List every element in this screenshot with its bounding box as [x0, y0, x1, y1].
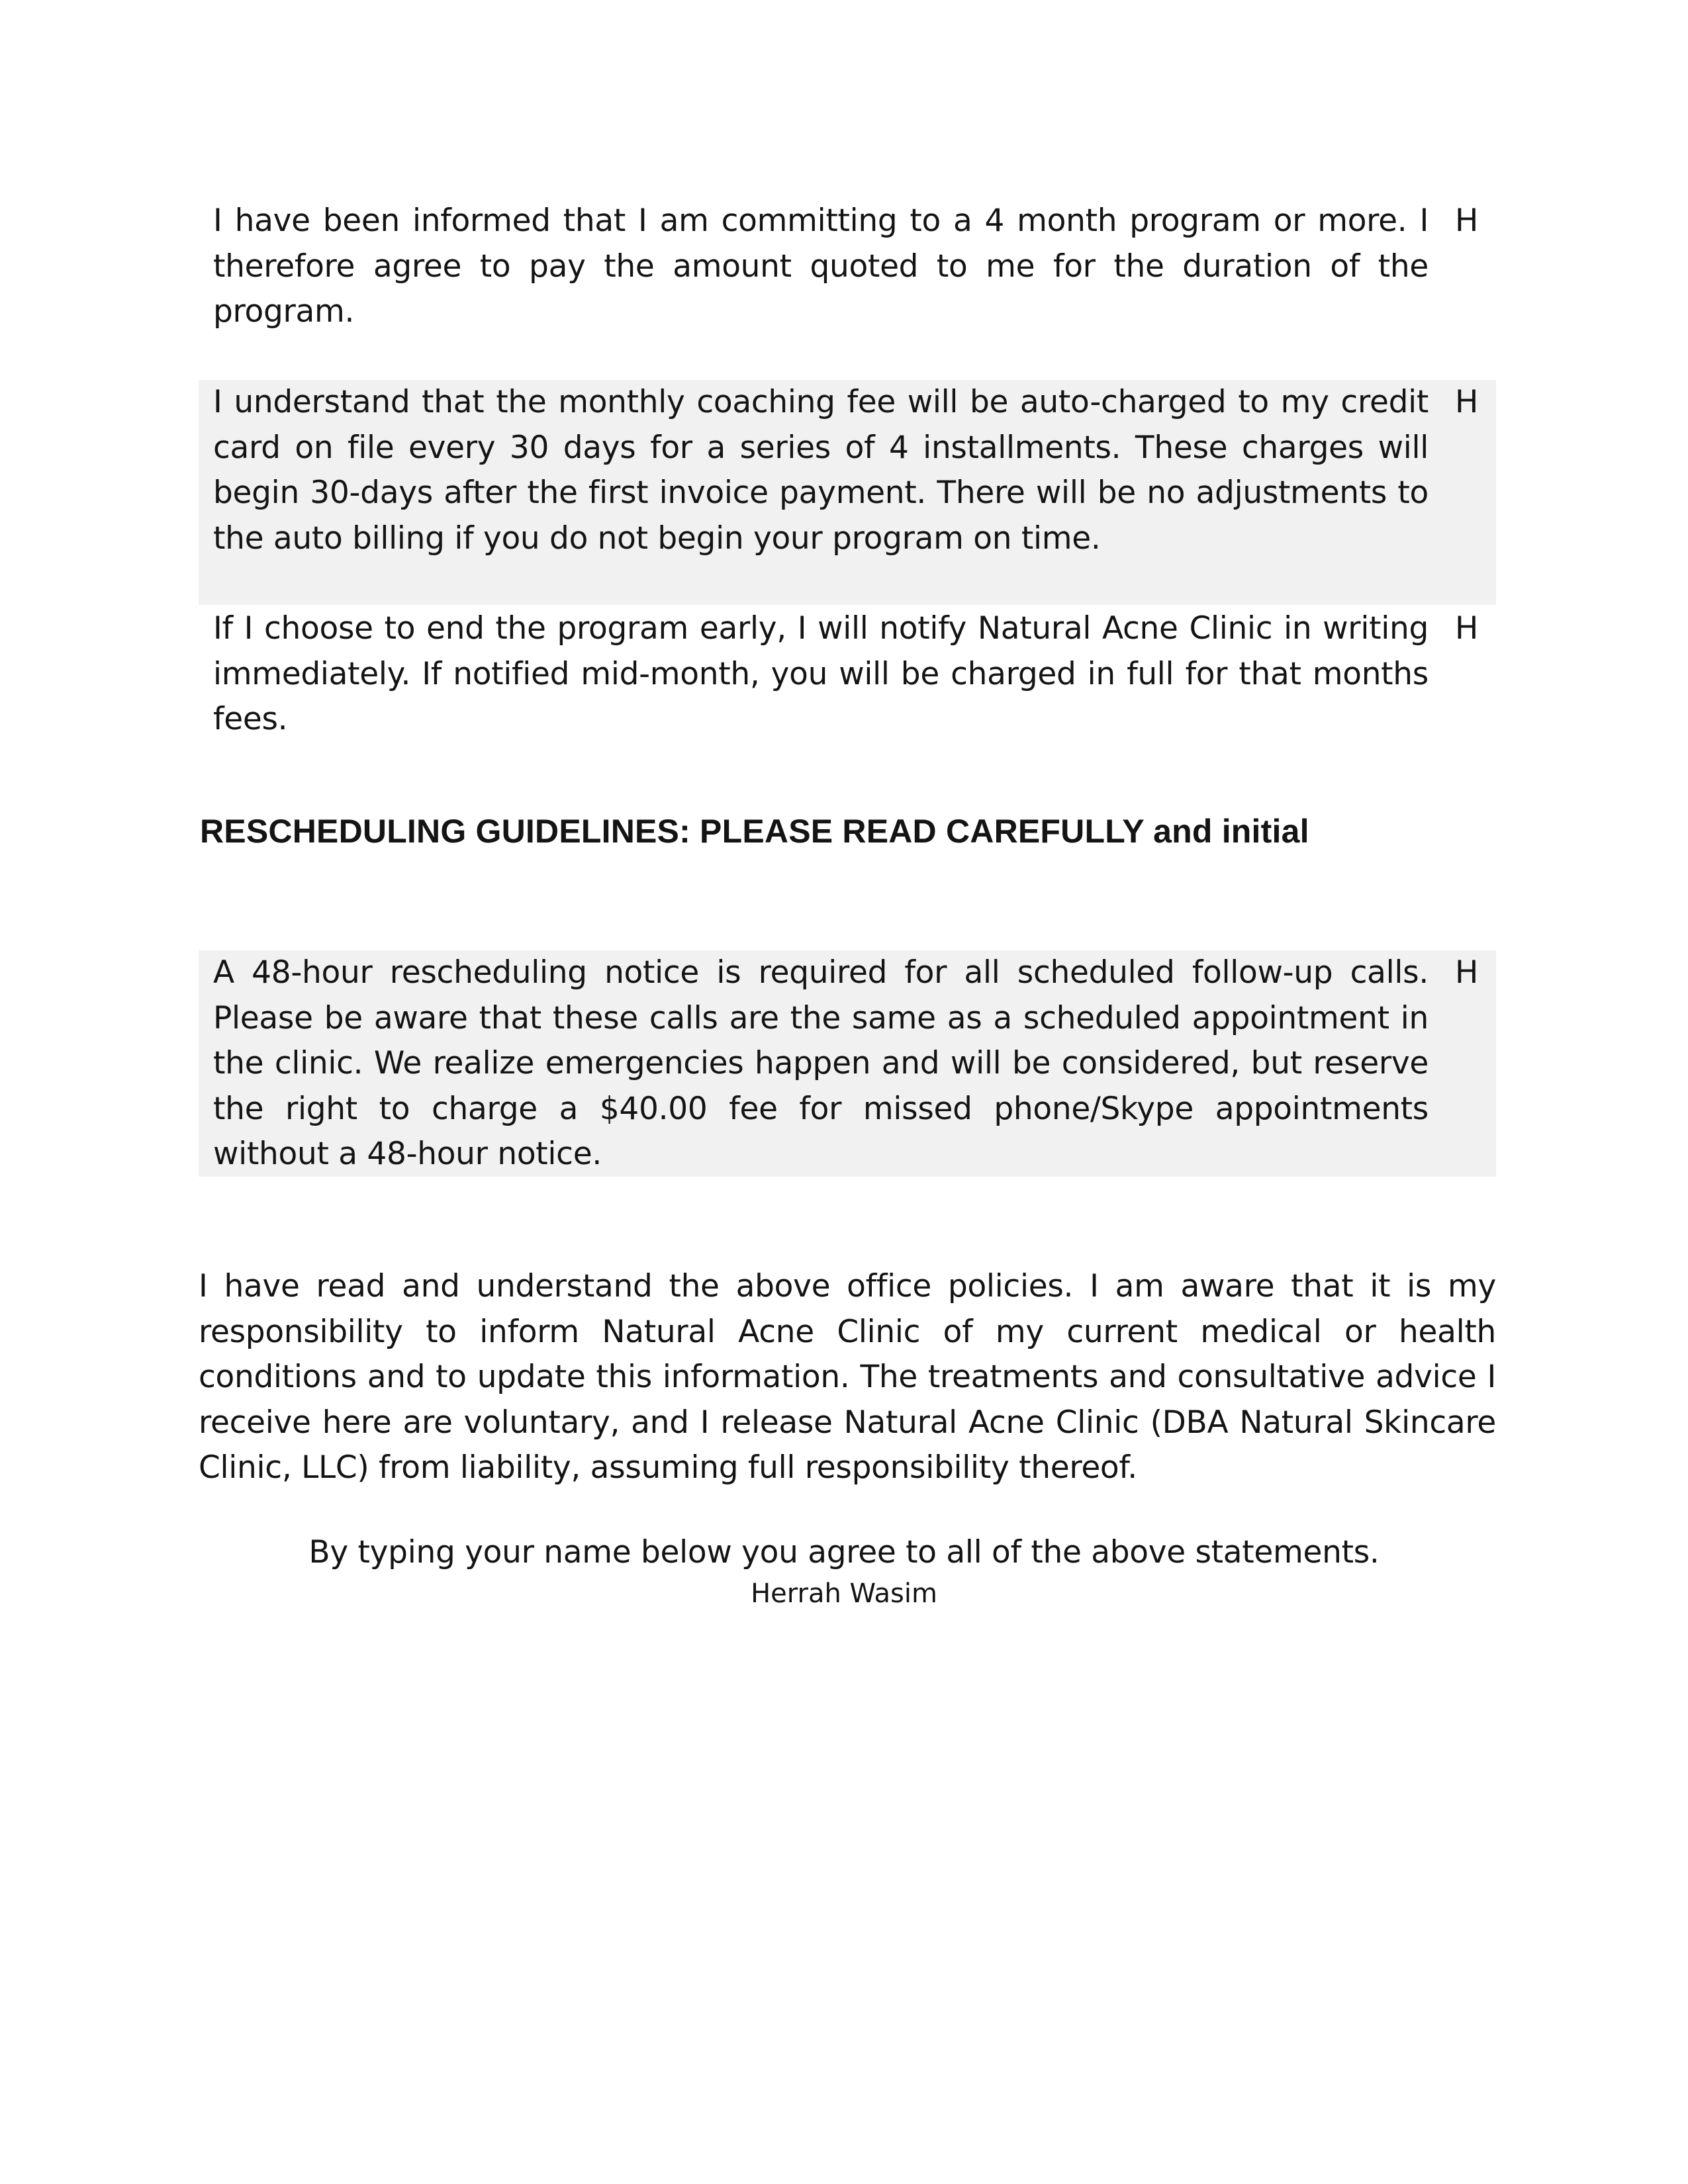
rescheduling-item	[199, 950, 1496, 1177]
signature-instruction: By typing your name below you agree to all of the above statements.	[308, 1534, 1380, 1570]
agreement-item-auto-billing	[199, 380, 1496, 605]
agreement-item-early-termination	[199, 606, 1496, 745]
agreement-item-text: If I choose to end the program early, I will notify Natural Acne Clinic in writing immediately. If notified mid-month, you will be charged in full for that months fees.	[213, 610, 1429, 737]
rescheduling-initial: H	[1455, 954, 1479, 991]
rescheduling-heading: RESCHEDULING GUIDELINES: PLEASE READ CAREFULLY and initial	[200, 813, 1309, 850]
acknowledgement-paragraph: I have read and understand the above office policies. I am aware that it is my responsibility to inform Natural Acne Clinic of my current medical or health conditions and to update this information. The treatments and consultative advice I receive here are voluntary, and I release Natural Acne Clinic (DBA Natural Skincare Clinic, LLC) from liability, assuming full responsibility thereof.	[199, 1268, 1496, 1486]
agreement-item-initial: H	[1455, 610, 1479, 647]
typed-signature-name: Herrah Wasim	[751, 1578, 937, 1609]
agreement-item-text: I have been informed that I am committing to a 4 month program or more. I therefore agree to pay the amount quoted to me for the duration of the program.	[213, 203, 1429, 330]
agreement-item-program-commitment	[199, 199, 1496, 338]
agreement-item-initial: H	[1455, 203, 1479, 239]
agreement-item-initial: H	[1455, 384, 1479, 420]
rescheduling-text: A 48-hour rescheduling notice is required for all scheduled follow-up calls. Please be aware that these calls are the same as a scheduled appointment in the clinic. We realize emergencies happen and will be considered, but reserve the right to charge a $40.00 fee for missed phone/Skype appointments without a 48-hour notice.	[213, 954, 1429, 1172]
agreement-item-text: I understand that the monthly coaching fee will be auto-charged to my credit card on file every 30 days for a series of 4 installments. These charges will begin 30-days after the first invoice payment. There will be no adjustments to the auto billing if you do not begin your program on time.	[213, 384, 1429, 557]
